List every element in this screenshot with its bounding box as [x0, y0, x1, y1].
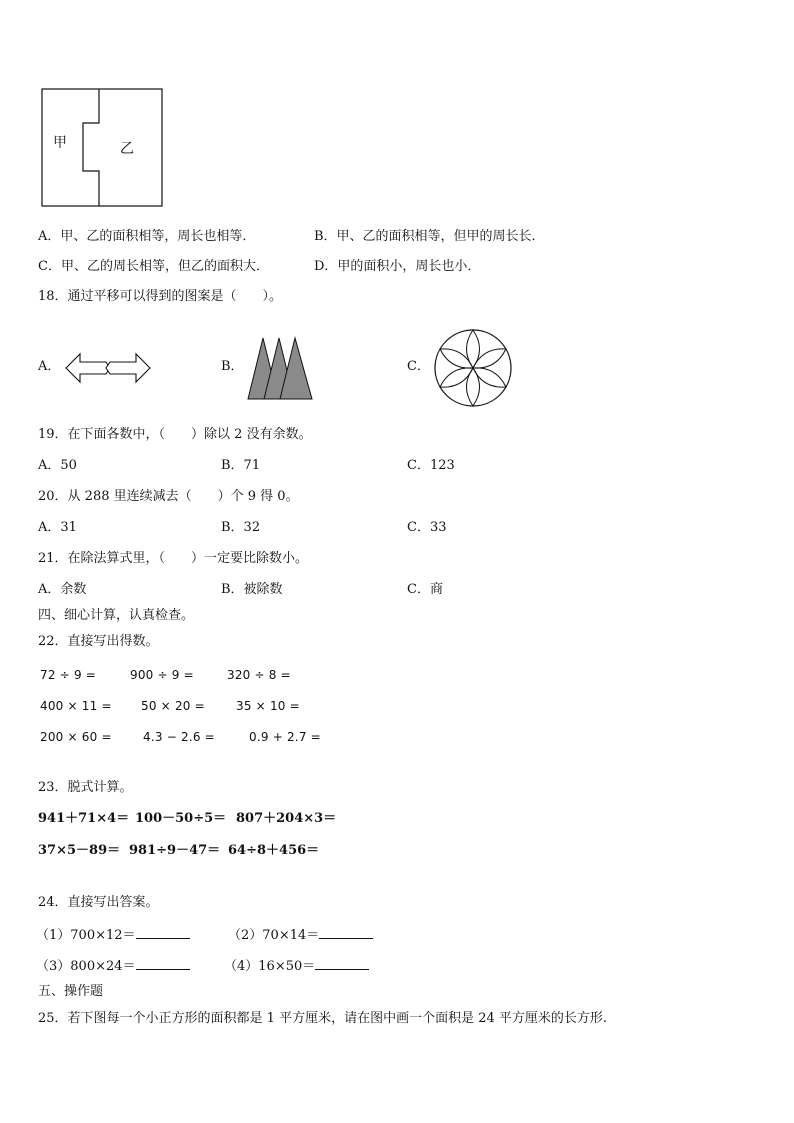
- q19-stem: 19．在下面各数中，（ ）除以 2 没有余数。: [38, 427, 312, 442]
- q20-stem: 20．从 288 里连续减去（ ）个 9 得 0。: [38, 489, 299, 504]
- q24-expr: （3）800×24＝: [36, 959, 136, 974]
- q24-expr: （4）16×50＝: [224, 959, 316, 974]
- q24-stem: 24．直接写出答案。: [38, 895, 159, 910]
- q23-expr: 981÷9－47＝: [129, 843, 221, 858]
- section5-title: 五、操作题: [38, 984, 104, 999]
- q23-stem: 23．脱式计算。: [38, 780, 133, 795]
- q21-option-b[interactable]: B．被除数: [221, 582, 283, 597]
- q24-item-4: [224, 958, 369, 975]
- q18-label-c[interactable]: C．: [407, 359, 430, 374]
- q24-expr: （2）70×14＝: [228, 928, 320, 943]
- q22-expr: 72 ÷ 9 =: [40, 668, 97, 682]
- q20-option-a[interactable]: A．31: [38, 520, 77, 535]
- q22-expr: 4.3 − 2.6 =: [143, 730, 215, 744]
- q23-expr: 807＋204×3＝: [236, 811, 337, 826]
- triangles-icon: [246, 336, 316, 400]
- q24-item-1: [36, 927, 190, 944]
- q19-option-b[interactable]: B．71: [221, 458, 261, 473]
- q25-stem: 25．若下图每一个小正方形的面积都是 1 平方厘米，请在图中画一个面积是 24 平方厘米的长方形.: [38, 1011, 608, 1026]
- section4-title: 四、细心计算，认真检查。: [38, 608, 195, 623]
- answer-blank[interactable]: [315, 958, 369, 970]
- q17-option-a[interactable]: A．甲、乙的面积相等，周长也相等．: [38, 229, 256, 244]
- q24-expr: （1）700×12＝: [36, 928, 136, 943]
- q24-item-3: [36, 958, 190, 975]
- q24-item-2: [228, 927, 373, 944]
- q18-label-b[interactable]: B．: [221, 359, 244, 374]
- flower-circle-icon: [432, 327, 514, 409]
- answer-blank[interactable]: [136, 927, 190, 939]
- q22-expr: 320 ÷ 8 =: [227, 668, 291, 682]
- q18-label-a[interactable]: A．: [38, 359, 61, 374]
- q22-expr: 400 × 11 =: [40, 699, 112, 713]
- q22-expr: 50 × 20 =: [141, 699, 205, 713]
- q17-option-c[interactable]: C．甲、乙的周长相等，但乙的面积大．: [38, 259, 269, 274]
- q17-option-b[interactable]: B．甲、乙的面积相等，但甲的周长长．: [314, 229, 545, 244]
- answer-blank[interactable]: [136, 958, 190, 970]
- q23-expr: 64÷8＋456＝: [228, 843, 320, 858]
- q22-expr: 35 × 10 =: [236, 699, 300, 713]
- q23-expr: 100－50÷5＝: [135, 811, 227, 826]
- q19-option-a[interactable]: A．50: [38, 458, 77, 473]
- q22-expr: 200 × 60 =: [40, 730, 112, 744]
- q22-stem: 22．直接写出得数。: [38, 634, 159, 649]
- q20-option-c[interactable]: C．33: [407, 520, 447, 535]
- q17-option-d[interactable]: D．甲的面积小，周长也小．: [314, 259, 481, 274]
- q21-stem: 21．在除法算式里，（ ）一定要比除数小。: [38, 551, 309, 566]
- figure-label-yi: 乙: [120, 141, 134, 157]
- double-arrow-icon: [64, 350, 152, 386]
- q22-expr: 0.9 + 2.7 =: [249, 730, 321, 744]
- q19-option-c[interactable]: C．123: [407, 458, 455, 473]
- answer-blank[interactable]: [319, 927, 373, 939]
- q21-option-a[interactable]: A．余数: [38, 582, 87, 597]
- q20-option-b[interactable]: B．32: [221, 520, 261, 535]
- figure-label-jia: 甲: [53, 135, 67, 151]
- q23-expr: 37×5－89＝: [38, 843, 121, 858]
- q22-expr: 900 ÷ 9 =: [130, 668, 194, 682]
- q18-stem: 18．通过平移可以得到的图案是（ ）。: [38, 289, 283, 304]
- q23-expr: 941＋71×4＝: [38, 811, 130, 826]
- q21-option-c[interactable]: C．商: [407, 582, 443, 597]
